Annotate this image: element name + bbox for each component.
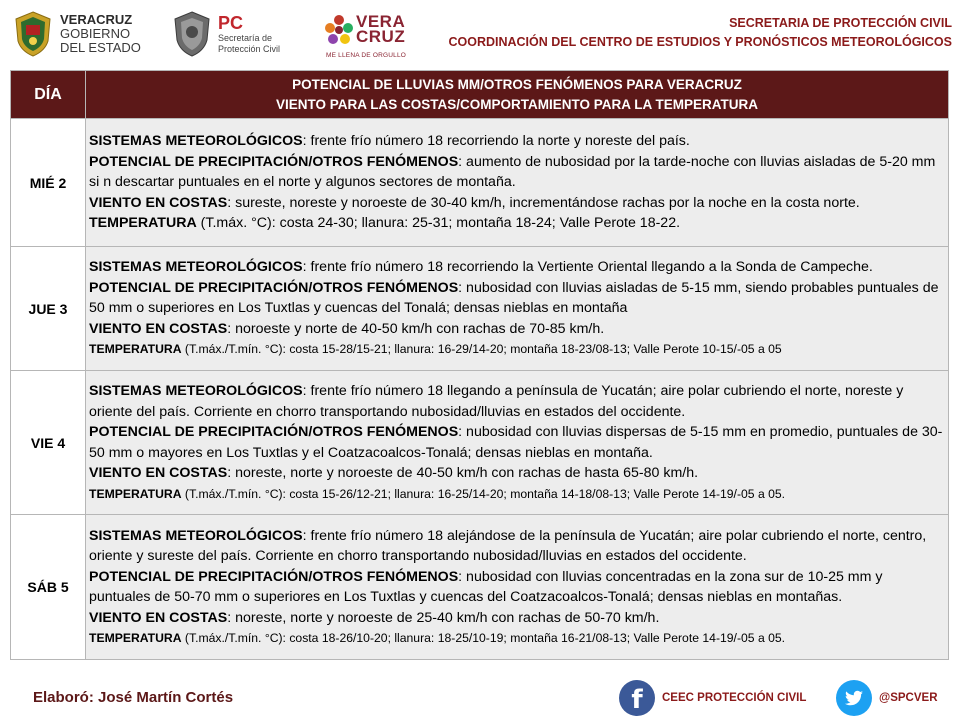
precip-label: POTENCIAL DE PRECIPITACIÓN/OTROS FENÓMENOS xyxy=(89,153,459,170)
systems-text: : frente frío número 18 recorriendo la norte y noreste del país. xyxy=(302,133,690,150)
table-row xyxy=(11,371,949,515)
facebook-label[interactable]: CEEC PROTECCIÓN CIVIL xyxy=(662,692,807,704)
wind-text: : sureste, noreste y noroeste de 30-40 km/h, incrementándose rachas por la noche en la costa norte. xyxy=(227,194,860,211)
precip-text: : nubosidad con lluvias dispersas de 5-15 mm en promedio, puntuales de 30-50 mm o mayores en Los Tuxtlas y el Coatzacoalcos-Tonalá; densas nieblas en montaña. xyxy=(89,424,943,461)
facebook-link[interactable] xyxy=(619,680,806,716)
forecast-cell xyxy=(86,119,949,247)
table-header-row xyxy=(11,71,949,119)
column-header-line-2: VIENTO PARA LAS COSTAS/COMPORTAMIENTO PARA LA TEMPERATURA xyxy=(275,96,758,112)
twitter-label[interactable]: @SPCVER xyxy=(879,692,938,704)
systems-label: SISTEMAS METEOROLÓGICOS xyxy=(89,133,303,150)
column-header-forecast xyxy=(86,71,949,119)
precip-text: : nubosidad con lluvias aisladas de 5-15 mm, siendo probables puntuales de 50 mm o superiores en Los Tuxtlas y cuencas del Tonalá; densas nieblas en montaña xyxy=(89,279,939,317)
pc-line-2: Protección Civil xyxy=(218,44,281,54)
table-row xyxy=(11,247,949,371)
day-cell: SÁB 5 xyxy=(11,515,86,660)
table-row xyxy=(11,515,949,660)
page-header xyxy=(0,0,960,70)
systems-label: SISTEMAS METEOROLÓGICOS xyxy=(89,259,303,276)
flower-emblem-icon xyxy=(324,14,354,48)
wind-text: : noroeste y norte de 40-50 km/h con rachas de 70-85 km/h. xyxy=(227,320,605,337)
header-title-line-1: SECRETARIA DE PROTECCIÓN CIVIL xyxy=(729,16,952,30)
forecast-cell xyxy=(86,371,949,515)
column-header-line-1: POTENCIAL DE LLUVIAS MM/OTROS FENÓMENOS PARA VERACRUZ xyxy=(292,76,742,92)
wind-label: VIENTO EN COSTAS xyxy=(89,465,228,481)
wind-label: VIENTO EN COSTAS xyxy=(89,609,228,626)
wind-text: : noreste, norte y noroeste de 25-40 km/h con rachas de 50-70 km/h. xyxy=(227,609,660,626)
temp-label: TEMPERATURA xyxy=(89,342,182,357)
forecast-cell xyxy=(86,515,949,660)
systems-label: SISTEMAS METEOROLÓGICOS xyxy=(89,383,303,399)
header-title-line-2: COORDINACIÓN DEL CENTRO DE ESTUDIOS Y PRONÓSTICOS METEOROLÓGICOS xyxy=(448,35,952,49)
temp-text: (T.máx. °C): costa 24-30; llanura: 25-31; montaña 18-24; Valle Perote 18-22. xyxy=(196,215,681,232)
systems-text: : frente frío número 18 recorriendo la Vertiente Oriental llegando a la Sonda de Campeche. xyxy=(302,259,873,276)
wind-text: : noreste, norte y noroeste de 40-50 km/h con rachas de hasta 65-80 km/h. xyxy=(227,465,699,481)
veracruz-government-logo xyxy=(14,8,164,60)
temp-label: TEMPERATURA xyxy=(89,215,197,232)
brand-word-line-2: CRUZ xyxy=(356,27,406,46)
twitter-icon[interactable] xyxy=(836,680,872,716)
brand-word-line-1: VERA xyxy=(356,12,406,31)
forecast-cell xyxy=(86,247,949,371)
twitter-link[interactable] xyxy=(836,680,938,716)
temp-text: (T.máx./T.mín. °C): costa 15-28/15-21; llanura: 16-29/14-20; montaña 18-23/08-13; Valle Perote 10-15/-05 a 05 xyxy=(181,342,782,357)
pc-abbreviation: PC xyxy=(218,13,244,33)
day-cell: MIÉ 2 xyxy=(11,119,86,247)
precip-label: POTENCIAL DE PRECIPITACIÓN/OTROS FENÓMENOS xyxy=(89,424,459,440)
header-title xyxy=(448,14,952,52)
temp-label: TEMPERATURA xyxy=(89,486,182,501)
facebook-icon[interactable]: f xyxy=(619,680,655,716)
day-cell: JUE 3 xyxy=(11,247,86,371)
temp-text: (T.máx./T.mín. °C): costa 15-26/12-21; llanura: 16-25/14-20; montaña 14-18/08-13; Valle Perote 14-19/-05 a 05. xyxy=(181,486,786,501)
gov-line-3: DEL ESTADO xyxy=(60,40,141,55)
author-credit: Elaboró: José Martín Cortés xyxy=(33,689,234,706)
precip-text: : aumento de nubosidad por la tarde-noche con lluvias aisladas de 5-20 mm si n descartar puntuales en el norte y algunos sectores de montaña. xyxy=(89,153,936,191)
day-cell: VIE 4 xyxy=(11,371,86,515)
systems-text: : frente frío número 18 alejándose de la península de Yucatán; aire polar cubriendo el norte, centro, oriente y sureste del país. Corriente en chorro transportando nubosidad/lluvias en estados del occidente. xyxy=(89,527,927,564)
forecast-table xyxy=(10,70,949,660)
pc-line-1: Secretaría de xyxy=(218,33,273,43)
systems-text: : frente frío número 18 llegando a península de Yucatán; aire polar cubriendo el norte, noreste y oriente del país. Corriente en chorro transportando nubosidad/lluvias en estados del occidente. xyxy=(89,383,904,420)
wind-label: VIENTO EN COSTAS xyxy=(89,320,228,337)
coat-of-arms-icon xyxy=(14,11,52,57)
page-footer xyxy=(0,672,960,720)
column-header-day: DÍA xyxy=(11,71,86,119)
temp-text: (T.máx./T.mín. °C): costa 18-26/10-20; llanura: 18-25/10-19; montaña 16-21/08-13; Valle Perote 14-19/-05 a 05. xyxy=(181,631,786,645)
systems-label: SISTEMAS METEOROLÓGICOS xyxy=(89,527,303,544)
precip-label: POTENCIAL DE PRECIPITACIÓN/OTROS FENÓMENOS xyxy=(89,279,459,296)
precip-label: POTENCIAL DE PRECIPITACIÓN/OTROS FENÓMENOS xyxy=(89,568,459,585)
pc-emblem-icon xyxy=(172,10,212,58)
wind-label: VIENTO EN COSTAS xyxy=(89,194,228,211)
veracruz-brand-logo xyxy=(322,12,406,64)
brand-tagline: ME LLENA DE ORGULLO xyxy=(326,52,407,59)
gov-line-1: VERACRUZ xyxy=(60,12,133,27)
table-row xyxy=(11,119,949,247)
proteccion-civil-logo xyxy=(172,8,312,60)
gov-line-2: GOBIERNO xyxy=(60,26,131,41)
precip-text: : nubosidad con lluvias concentradas en la zona sur de 10-25 mm y puntuales de 50-70 mm o superiores en Los Tuxtlas y cuencas del Coatzacoalcos-Tonalá; densas nieblas en montañas. xyxy=(89,568,883,605)
temp-label: TEMPERATURA xyxy=(89,631,182,645)
